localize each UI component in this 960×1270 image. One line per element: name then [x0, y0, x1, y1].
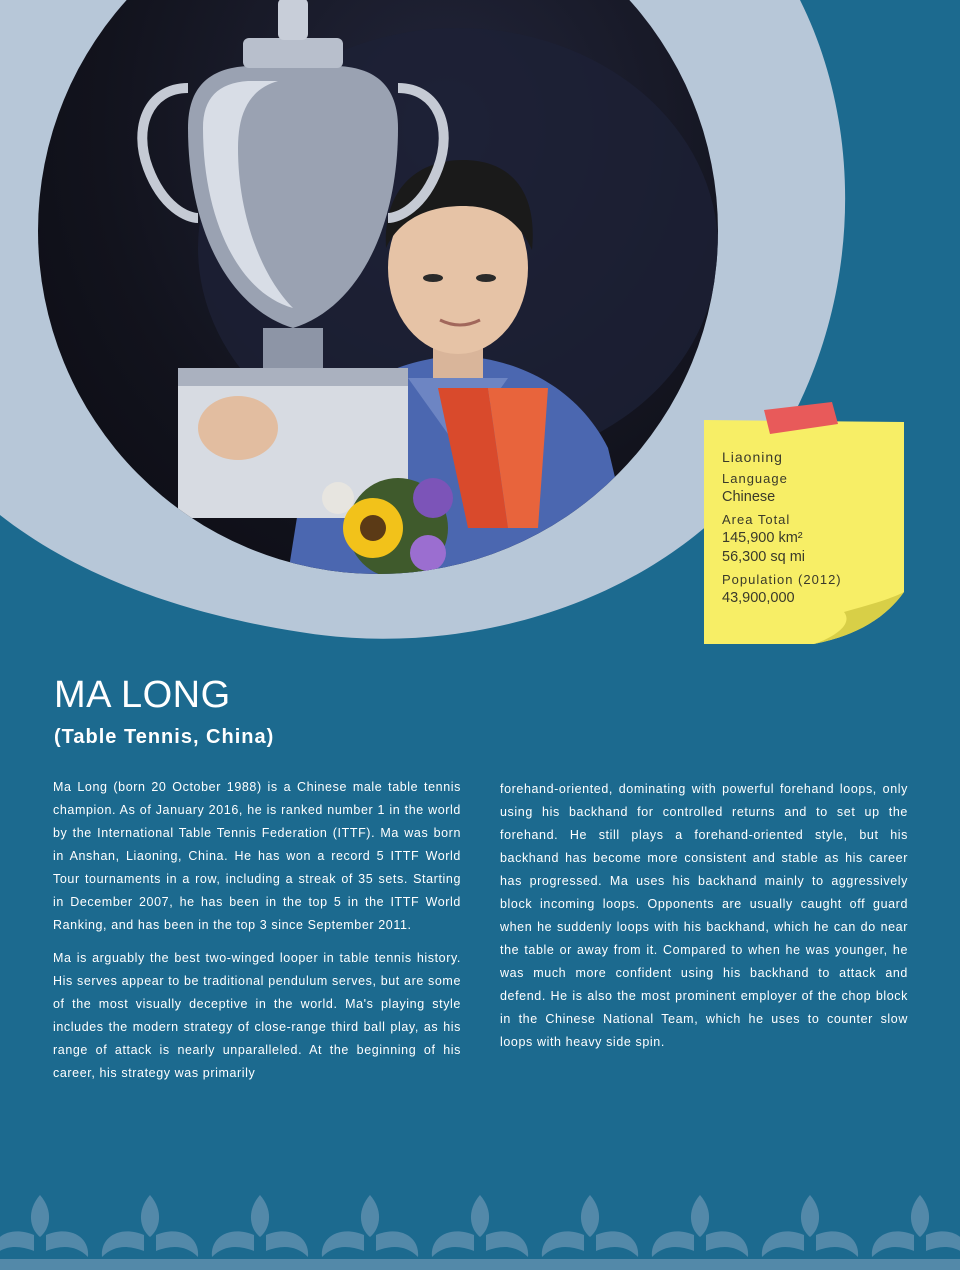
ornament-motif	[0, 1195, 95, 1270]
athlete-photo	[38, 0, 718, 574]
paragraph: Ma is arguably the best two-winged looper in table tennis history. His serves appear to be traditional pendulum serves, but are some of the most visually deceptive in the world. Ma's playing style includes the modern strategy of close-range third ball play, as his range of attack is nearly unparalleled. At the beginning of his career, his strategy was primarily	[53, 951, 461, 1080]
ornament-motif	[865, 1195, 960, 1270]
language-label: Language	[722, 471, 788, 486]
paragraph: Ma Long (born 20 October 1988) is a Chinese male table tennis champion. As of January 2016, he is ranked number 1 in the world by the International Table Tennis Federation (ITTF). Ma was born in Anshan, Liaoning, China. He has won a record 5 ITTF World Tour tournaments in a row, including a streak of 35 sets. Starting in December 2007, he has been in the top 5 in the ITTF World Ranking, and has been in the top 3 since September 2011.	[53, 780, 461, 932]
ornament-motif	[205, 1195, 315, 1270]
trophy-portrait-illustration	[38, 0, 718, 574]
area-km-value: 145,900 km²	[722, 530, 803, 546]
article-subtitle: (Table Tennis, China)	[54, 726, 275, 748]
population-label: Population (2012)	[722, 572, 842, 587]
ornament-motif	[645, 1195, 755, 1270]
left-text-column	[53, 776, 461, 1095]
ornament-motif	[535, 1195, 645, 1270]
region-name: Liaoning	[722, 449, 783, 465]
info-sticky-note	[704, 420, 904, 644]
article-title: MA LONG	[54, 674, 231, 716]
ornament-motif	[95, 1195, 205, 1270]
paragraph: forehand-oriented, dominating with powerful forehand loops, only using his backhand for controlled returns and to set up the forehand. He still plays a forehand-oriented style, but his backhand has become more consistent and stable as his career has progressed. Ma uses his backhand mainly to aggressively block incoming loops. Opponents are usually caught off guard when he suddenly loops with his backhand, which he can do near the table or away from it. Compared to when he was younger, he was much more confident using his backhand to attack and defend. He is also the most prominent employer of the chop block in the Chinese National Team, which he uses to counter slow loops with heavy side spin.	[500, 782, 908, 1049]
ornament-motif	[755, 1195, 865, 1270]
right-text-column	[500, 778, 908, 1064]
floral-ornament-border	[0, 1185, 960, 1270]
language-value: Chinese	[722, 489, 776, 505]
tape-strip	[762, 402, 842, 436]
population-value: 43,900,000	[722, 590, 795, 606]
area-label: Area Total	[722, 512, 791, 527]
ornament-motif	[425, 1195, 535, 1270]
area-mi-value: 56,300 sq mi	[722, 549, 806, 565]
ornament-motif	[315, 1195, 425, 1270]
